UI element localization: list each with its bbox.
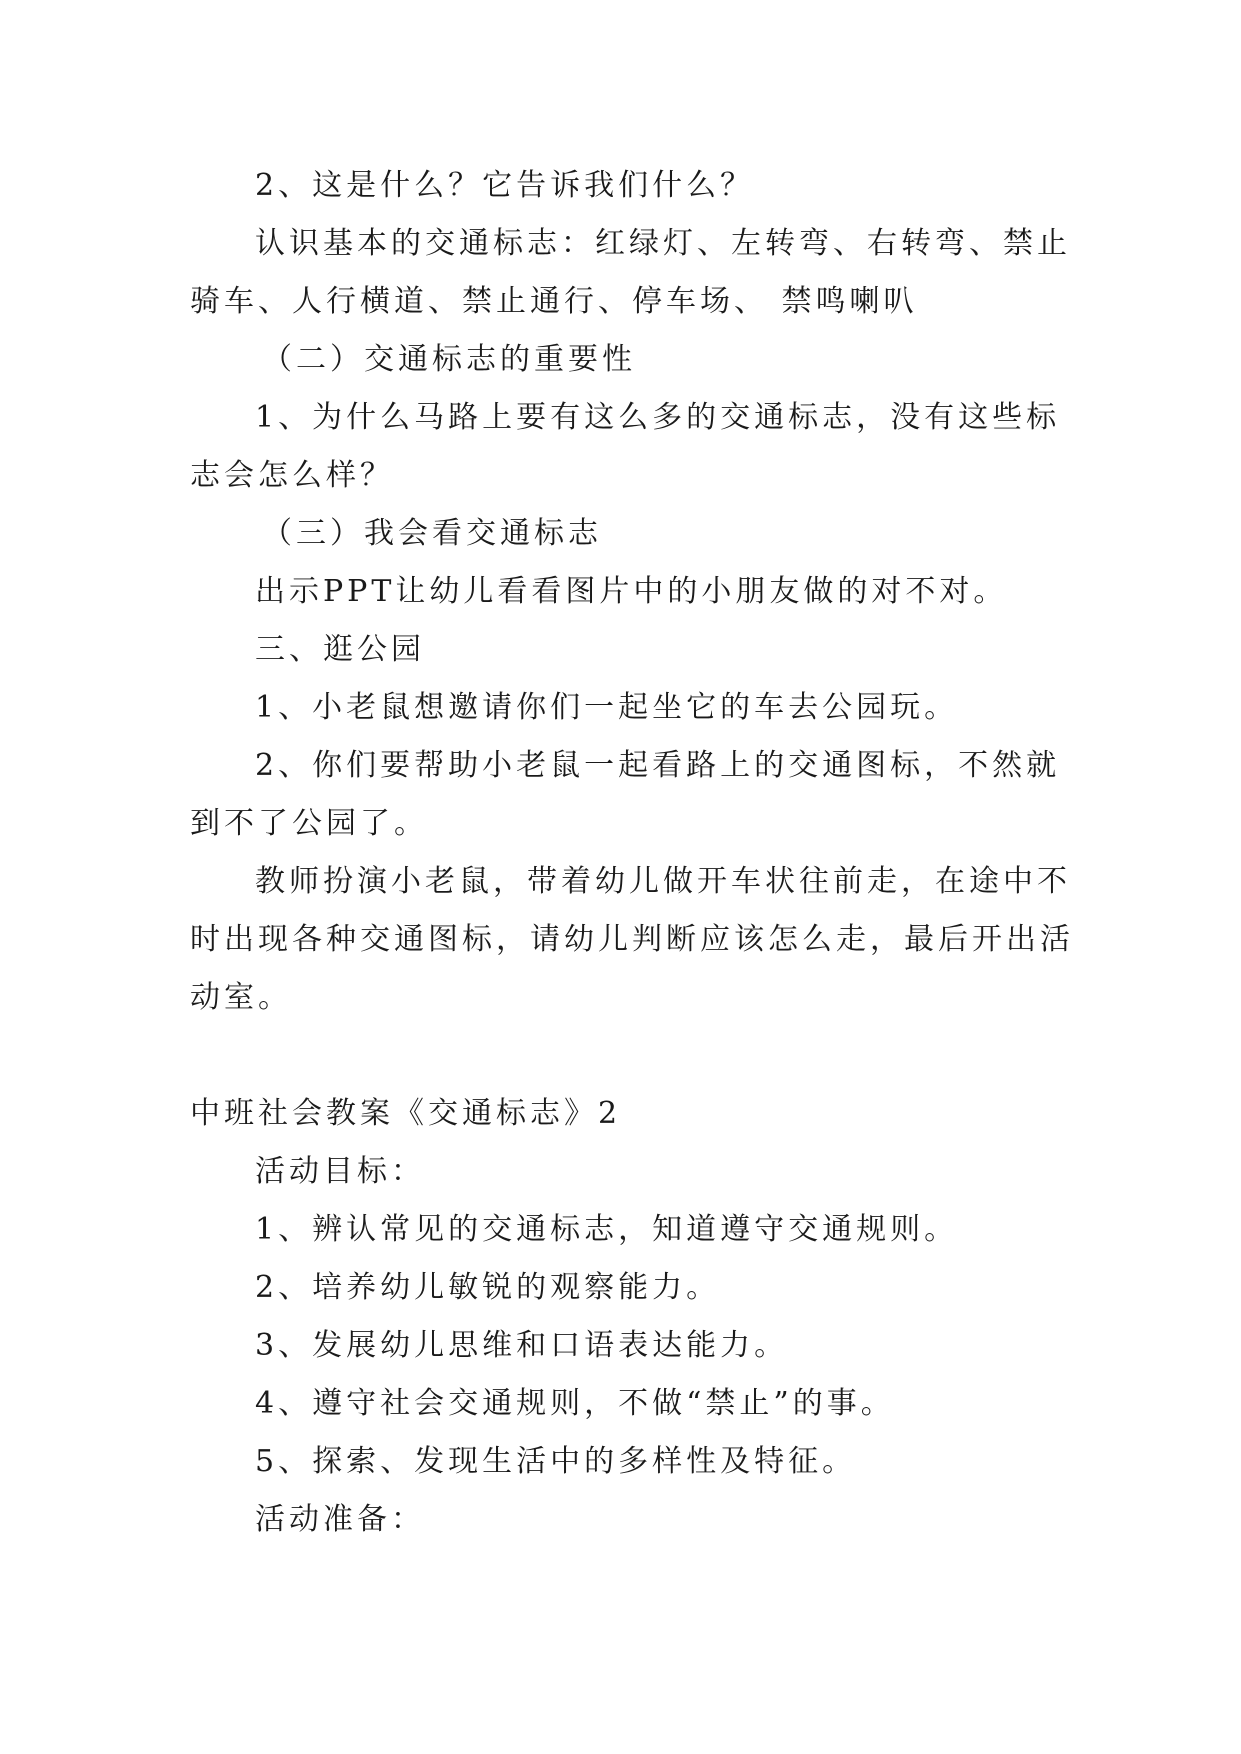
text-line: 1、为什么马路上要有这么多的交通标志，没有这些标 [255,400,1061,435]
list-item: 3、发展幼儿思维和口语表达能力。 [255,1328,789,1363]
section-heading: （二）交通标志的重要性 [262,342,636,377]
text-line: 认识基本的交通标志：红绿灯、左转弯、右转弯、禁止 [255,226,1071,261]
section-heading: 活动目标： [255,1154,425,1189]
list-item: 2、培养幼儿敏锐的观察能力。 [255,1270,721,1305]
text-line: 到不了公园了。 [190,806,428,841]
text-line: 志会怎么样？ [190,458,394,493]
text-line: 2、你们要帮助小老鼠一起看路上的交通图标，不然就 [255,748,1061,783]
text-line: 1、小老鼠想邀请你们一起坐它的车去公园玩。 [255,690,959,725]
list-item: 1、辨认常见的交通标志，知道遵守交通规则。 [255,1212,959,1247]
document-title: 中班社会教案《交通标志》2 [190,1096,622,1131]
text-line: 骑车、人行横道、禁止通行、停车场、 禁鸣喇叭 [190,284,918,319]
text-line: 出示PPT让幼儿看看图片中的小朋友做的对不对。 [255,574,1008,609]
list-item: 5、探索、发现生活中的多样性及特征。 [255,1444,857,1479]
text-line: 时出现各种交通图标，请幼儿判断应该怎么走，最后开出活 [190,922,1074,957]
section-heading: （三）我会看交通标志 [262,516,602,551]
text-line: 动室。 [190,980,292,1015]
section-heading: 活动准备： [255,1502,425,1537]
text-line: 教师扮演小老鼠，带着幼儿做开车状往前走，在途中不 [255,864,1071,899]
list-item: 4、遵守社会交通规则，不做“禁止”的事。 [255,1386,895,1421]
text-line: 2、这是什么？它告诉我们什么？ [255,168,755,203]
section-heading: 三、逛公园 [255,632,425,667]
